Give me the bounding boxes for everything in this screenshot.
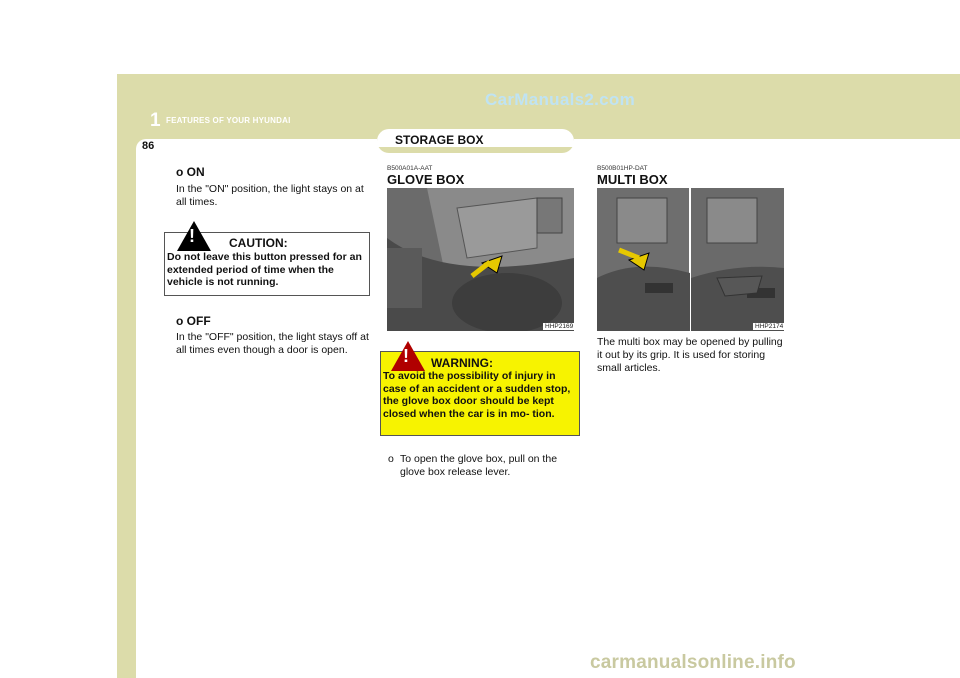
bullet-marker: o [388,453,394,465]
section-title: STORAGE BOX [395,133,484,147]
exclamation-icon: ! [403,346,409,366]
exclamation-icon: ! [189,226,195,246]
warning-box [380,346,580,436]
multi-box-photo [597,188,784,331]
glove-box-photo [387,188,574,331]
off-heading: o OFF [176,314,211,328]
chapter-title: FEATURES OF YOUR HYUNDAI [166,116,291,125]
warning-title: WARNING: [431,356,493,370]
multi-box-photo-label: HHP2174 [755,323,784,330]
glove-box-heading: GLOVE BOX [387,172,465,187]
glove-box-photo-label: HHP2169 [545,323,574,330]
multi-box-heading: MULTI BOX [597,172,668,187]
bottom-watermark[interactable]: carmanualsonline.info [590,652,796,673]
caution-title: CAUTION: [229,236,288,250]
multi-box-text: The multi box may be opened by pulling it out by its grip. It is used for storing small articles. [597,336,783,374]
on-text: In the "ON" position, the light stays on at all times. [176,183,364,208]
multi-box-illustration [597,188,784,331]
caution-text: Do not leave this button pressed for an extended period of time when the vehicle is not running. [167,251,362,288]
glove-box-code: B500A01A-AAT [387,165,433,172]
caution-box [164,226,370,296]
on-heading: o ON [176,165,205,179]
chapter-number: 1 [150,110,161,131]
glove-box-illustration [387,188,574,331]
off-text: In the "OFF" position, the light stays off at all times even though a door is open. [176,331,369,356]
warning-text: To avoid the possibility of injury in case of an accident or a sudden stop, the glove box door should be kept closed when the car is in mo- tion. [383,370,571,420]
page-number: 86 [142,140,155,152]
multi-box-code: B500B01HP-DAT [597,165,648,172]
bullet-text: To open the glove box, pull on the glove box release lever. [400,453,558,478]
top-watermark[interactable]: CarManuals2.com [485,90,635,109]
